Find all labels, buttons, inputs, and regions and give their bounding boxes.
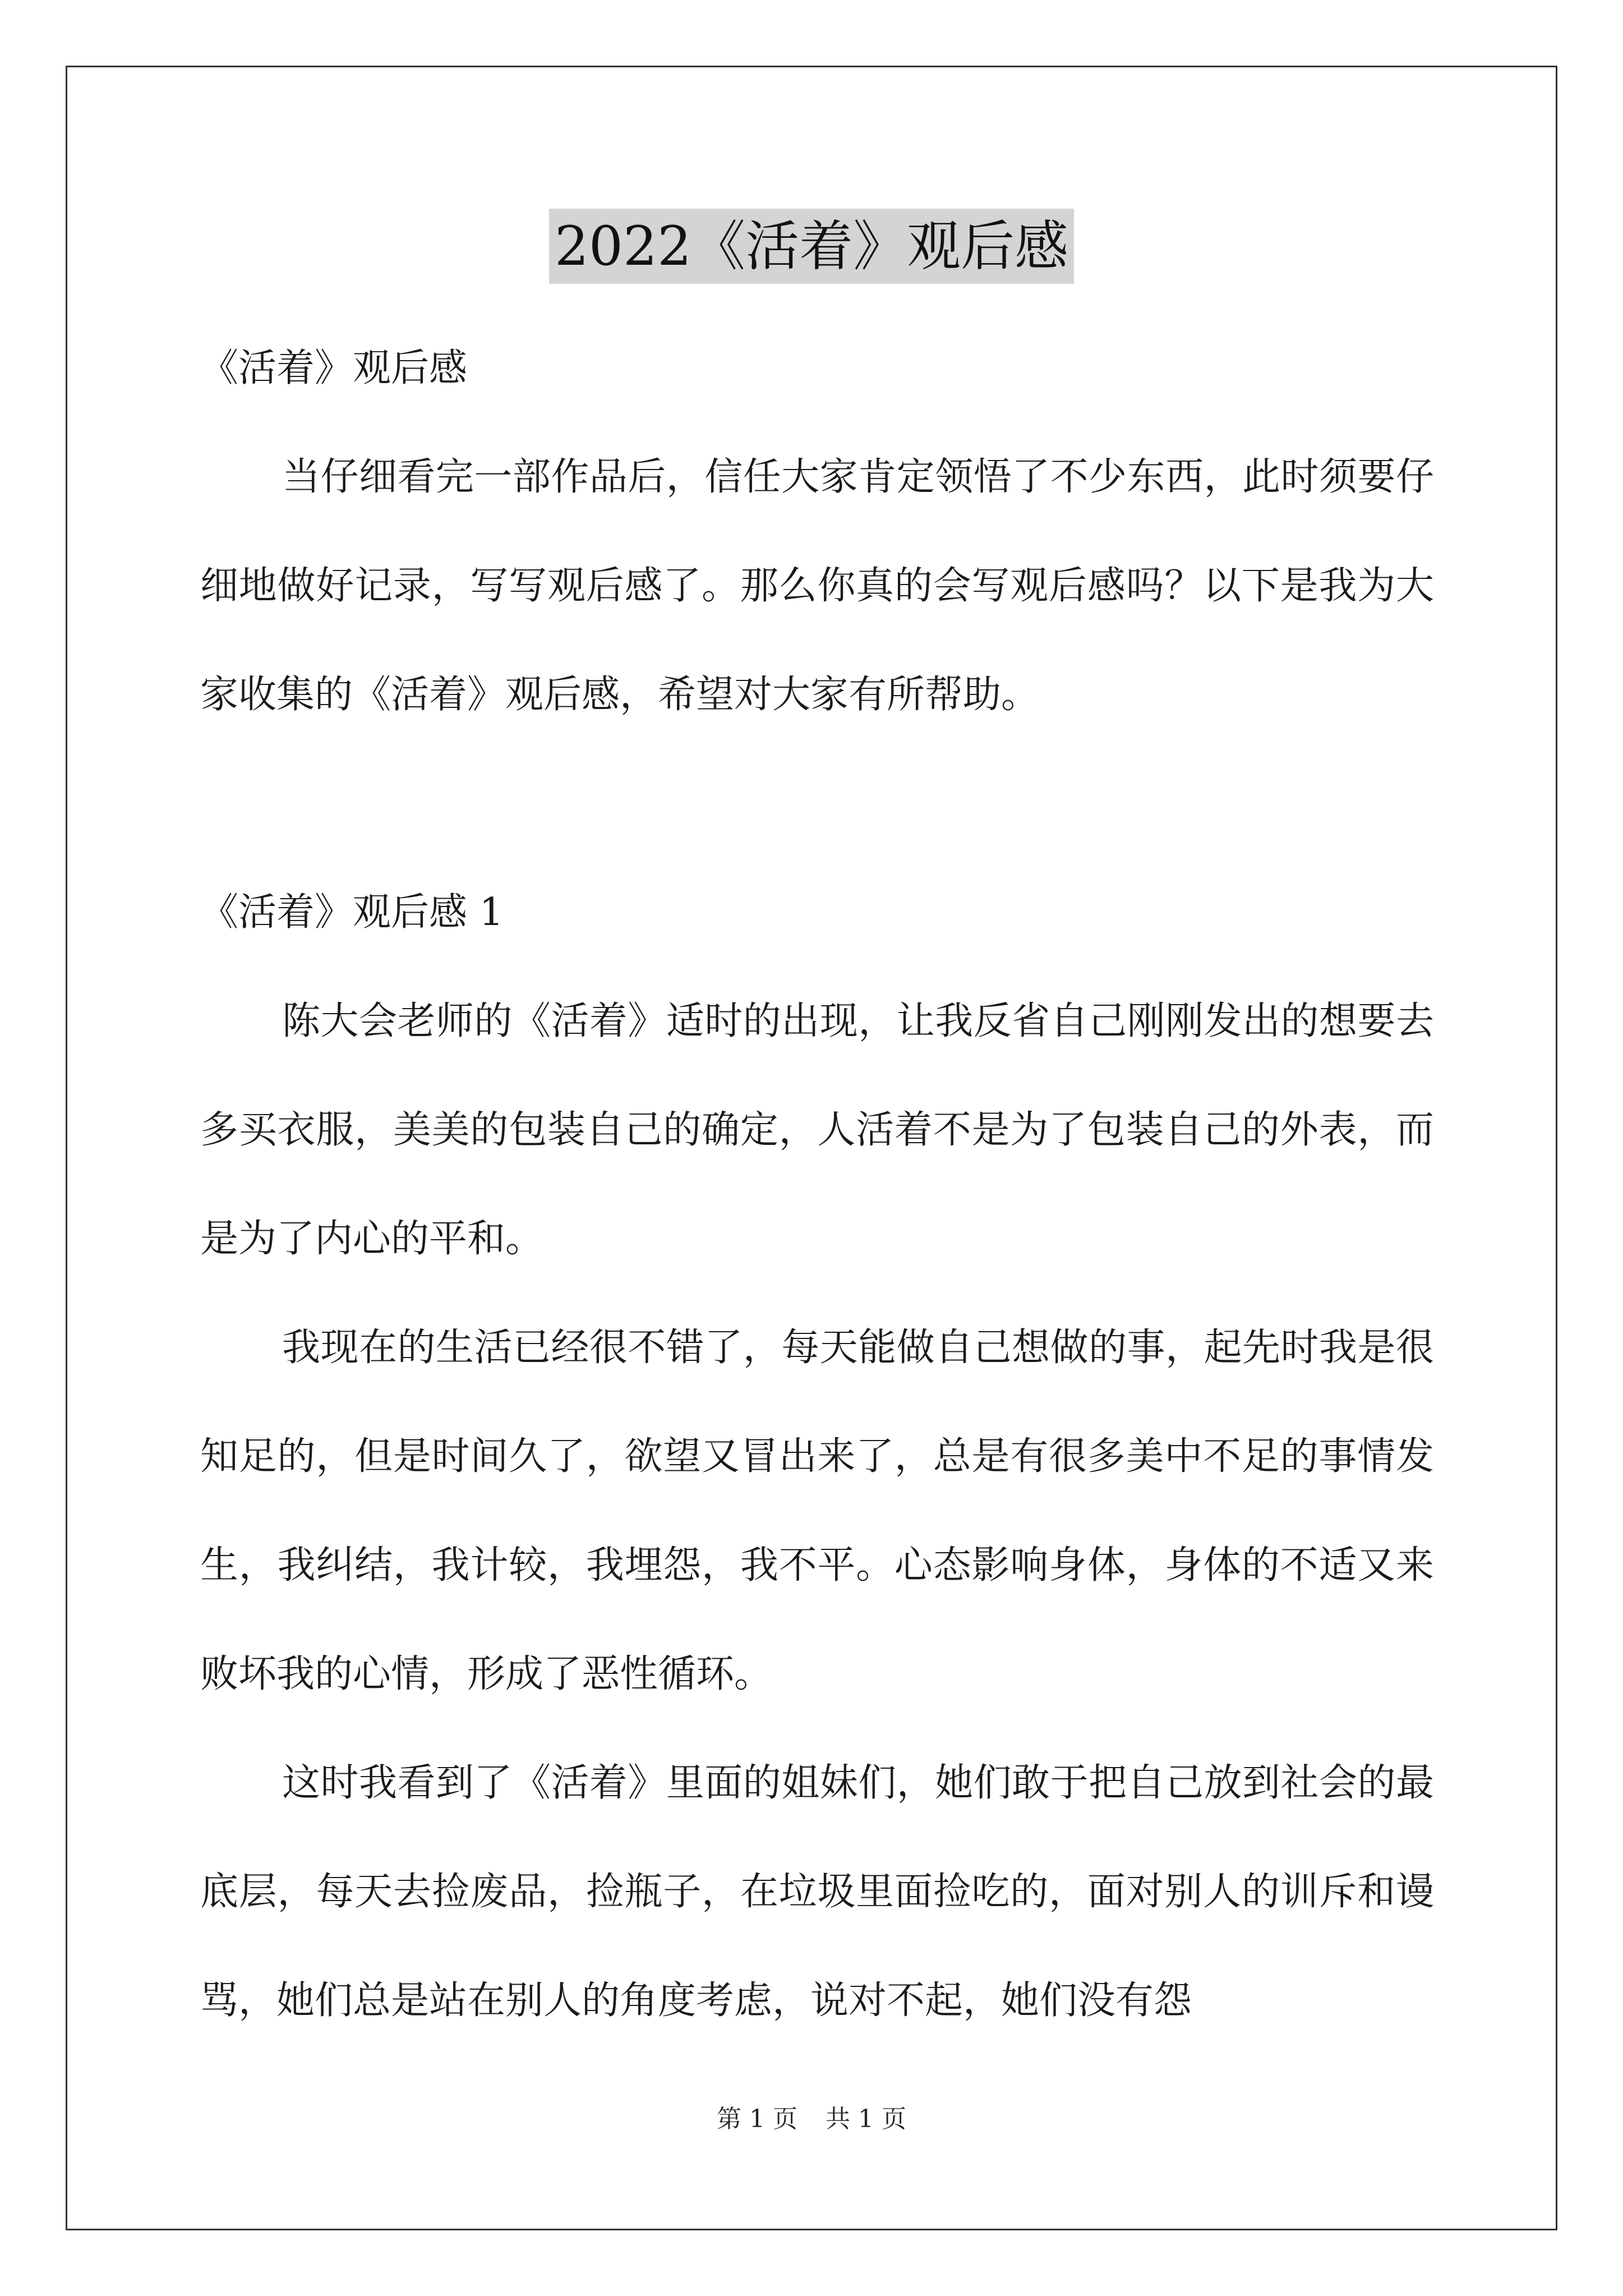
- body-paragraph-2: 我现在的生活已经很不错了，每天能做自己想做的事，起先时我是很知足的，但是时间久了，欲望又冒出来了，总是有很多美中不足的事情发生，我纠结，我计较，我埋怨，我不平。心态影响身体，身体的不适又来败坏我的心情，形成了恶性循环。: [200, 1326, 1434, 1696]
- section-heading: 《活着》观后感: [200, 346, 468, 390]
- intro-paragraph: 当仔细看完一部作品后，信任大家肯定领悟了不少东西，此时须要仔细地做好记录，写写观后感了。那么你真的会写观后感吗？以下是我为大家收集的《活着》观后感，希望对大家有所帮助。: [200, 455, 1434, 717]
- body-paragraph-3: 这时我看到了《活着》里面的姐妹们，她们敢于把自己放到社会的最底层，每天去捡废品，捡瓶子，在垃圾里面捡吃的，面对别人的训斥和谩骂，她们总是站在别人的角度考虑，说对不起，她们没有怨: [200, 1761, 1434, 2023]
- document-title-wrapper: [0, 209, 1623, 284]
- document-title: 2022《活着》观后感: [549, 209, 1074, 284]
- page-footer: [0, 2102, 1623, 2136]
- page-total: 共 1 页: [826, 2105, 906, 2133]
- page-number: 第 1 页: [717, 2105, 797, 2133]
- essay-heading: 《活着》观后感 1: [200, 890, 504, 935]
- blank-line: [200, 749, 1434, 858]
- document-body: [200, 314, 1434, 2055]
- body-paragraph-1: 陈大会老师的《活着》适时的出现，让我反省自己刚刚发出的想要去多买衣服，美美的包装自己的确定，人活着不是为了包装自己的外表，而是为了内心的平和。: [200, 999, 1434, 1261]
